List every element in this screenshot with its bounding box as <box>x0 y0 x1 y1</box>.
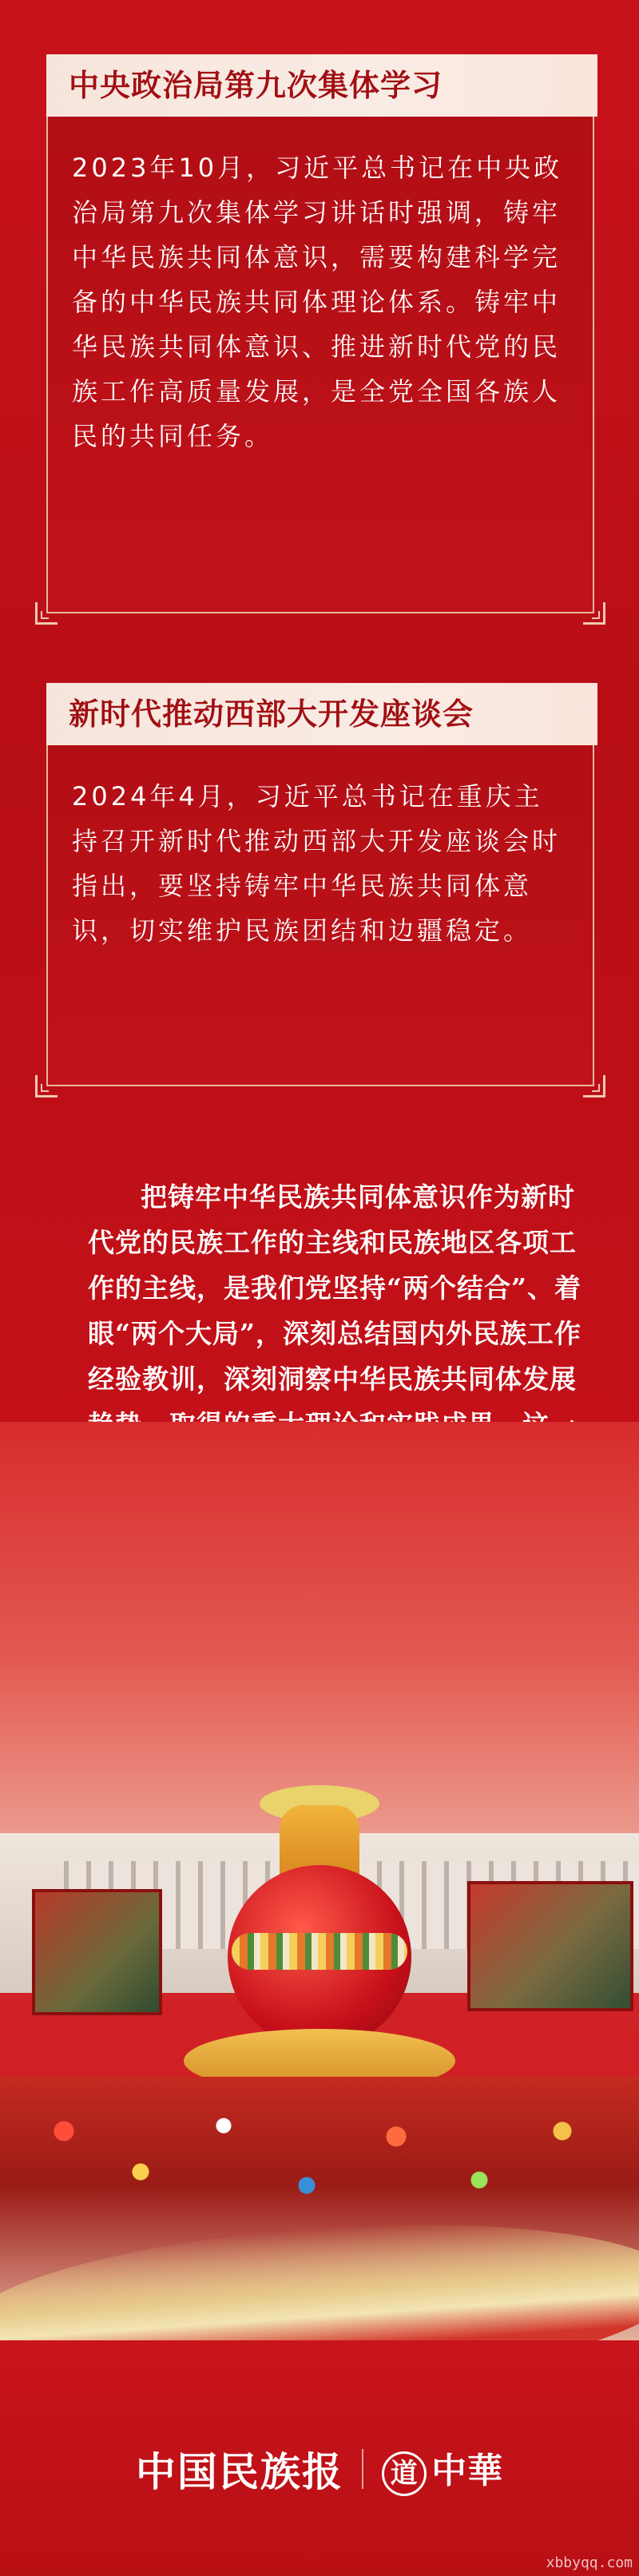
celebration-scene-image <box>0 1422 639 2576</box>
corner-ornament-icon <box>35 602 58 625</box>
vase-band <box>232 1933 407 1970</box>
section-body-1: 2023年10月，习近平总书记在中央政治局第九次集体学习讲话时强调，铸牢中华民族共同体意识，需要构建科学完备的中华民族共同体理论体系。铸牢中华民族共同体意识、推进新时代党的民族工作高质量发展，是全党全国各族人民的共同任务。 <box>72 153 563 451</box>
dao-circle-icon: 道 <box>382 2451 427 2496</box>
section-card-2 <box>46 683 594 1086</box>
corner-ornament-icon <box>583 1075 605 1097</box>
left-screen <box>32 1889 162 2015</box>
footer-logos <box>0 2440 639 2498</box>
section-body-2: 2024年4月，习近平总书记在重庆主持召开新时代推动西部大开发座谈会时指出，要坚持铸牢中华民族共同体意识，切实维护民族团结和边疆稳定。 <box>72 781 562 946</box>
section-card-1 <box>46 54 594 613</box>
right-screen <box>467 1881 633 2011</box>
watermark: xbbyqq.com <box>546 2554 633 2571</box>
daozhonghua-logo-text: 中華 <box>431 2451 504 2491</box>
corner-ornament-icon <box>35 1075 58 1097</box>
section-title-1: 中央政治局第九次集体学习 <box>46 54 597 117</box>
daozhonghua-logo <box>382 2442 503 2496</box>
china-ethnic-news-logo: 中国民族报 <box>135 2448 343 2495</box>
main-paragraph: 把铸牢中华民族共同体意识作为新时代党的民族工作的主线和民族地区各项工作的主线，是我们党坚持“两个结合”、着眼“两个大局”，深刻总结国内外民族工作经验教训，深刻洞察中华民族共同体发展 <box>88 1181 581 1395</box>
corner-ornament-icon <box>583 602 605 625</box>
section-title-2: 新时代推动西部大开发座谈会 <box>46 683 597 745</box>
logo-divider <box>362 2449 363 2489</box>
